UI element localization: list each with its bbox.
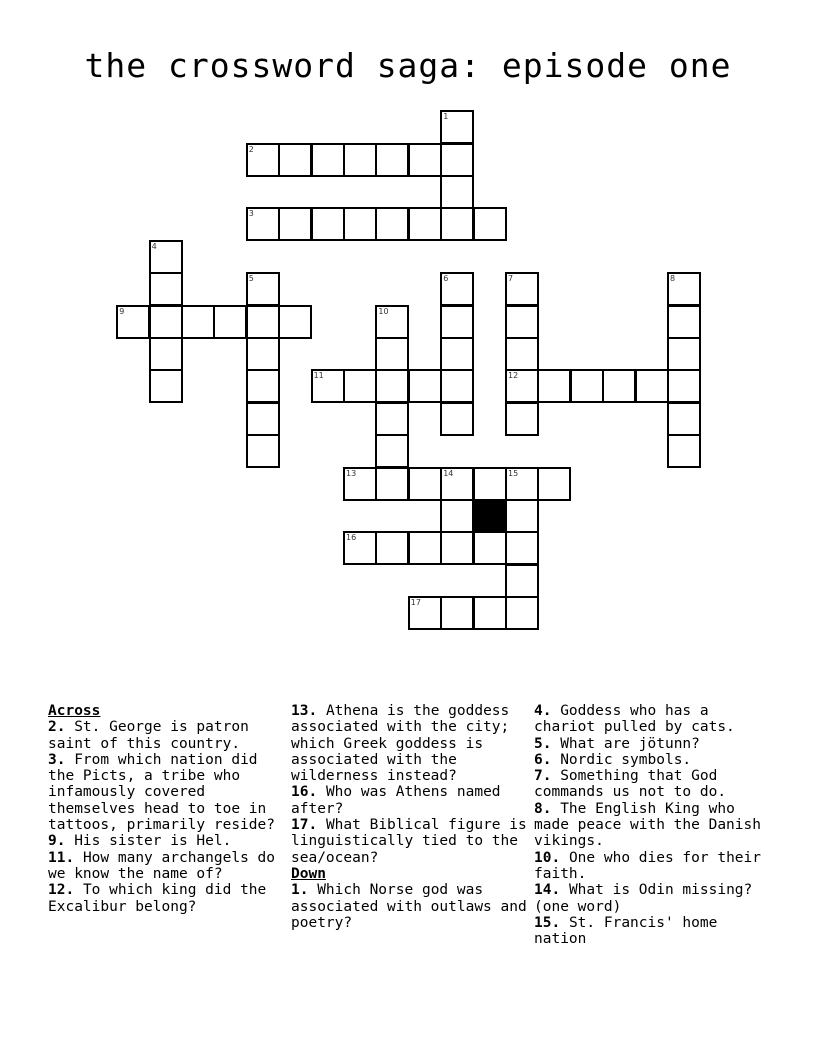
grid-cell[interactable] [440,402,474,436]
clue-item-text: Which Norse god was associated with outlaws and poetry? [291,882,527,931]
grid-cell[interactable] [408,531,442,565]
clue-number-label: 13 [346,468,357,478]
clue-item-text: One who dies for their faith. [534,849,761,882]
grid-cell[interactable] [505,305,539,339]
clue-number-label: 14 [443,468,454,478]
grid-cell[interactable] [440,337,474,371]
clue-item [534,703,774,736]
clue-number-label: 15 [508,468,519,478]
grid-cell[interactable] [375,402,409,436]
clue-item-number: 11. [48,849,75,866]
grid-cell[interactable] [343,143,377,177]
grid-cell[interactable] [667,369,701,403]
clue-column-2 [291,703,531,931]
clue-item-number: 15. [534,914,561,931]
clue-item-text: What Biblical figure is linguistically tied to the sea/ocean? [291,817,527,866]
clue-item-number: 8. [534,800,552,817]
clue-item-number: 4. [534,703,552,719]
grid-cell[interactable] [602,369,636,403]
grid-cell[interactable] [278,207,312,241]
clue-item [48,882,288,915]
grid-cell[interactable] [505,337,539,371]
clue-item-text: To which king did the Excalibur belong? [48,882,267,915]
clue-item-number: 13. [291,703,318,719]
clue-number-label: 7 [508,274,514,284]
clue-item [534,801,774,850]
grid-cell[interactable] [246,337,280,371]
grid-cell[interactable] [505,499,539,533]
clue-item-number: 9. [48,833,66,850]
clue-item-number: 1. [291,882,309,899]
grid-cell[interactable] [570,369,604,403]
grid-cell[interactable] [375,369,409,403]
clue-item-text: Who was Athens named after? [291,784,501,817]
clue-number-label: 4 [151,241,157,251]
clue-item [48,752,288,833]
clue-item-text: His sister is Hel. [74,833,232,850]
clue-number-label: 11 [313,371,324,381]
grid-cell[interactable] [149,337,183,371]
grid-cell[interactable] [408,143,442,177]
clue-item-number: 2. [48,719,66,736]
clue-column-3 [534,703,774,947]
grid-cell[interactable] [440,369,474,403]
grid-cell[interactable] [149,305,183,339]
clue-number-label: 6 [443,274,449,284]
clue-item-number: 14. [534,882,561,899]
grid-cell[interactable] [213,305,247,339]
clue-item-number: 7. [534,768,552,785]
down-heading: Down [291,865,326,882]
grid-cell[interactable] [343,207,377,241]
grid-cell[interactable] [440,531,474,565]
clue-item [291,882,531,931]
grid-cell[interactable] [311,143,345,177]
clue-number-label: 3 [248,209,254,219]
clue-item [534,752,774,768]
grid-cell[interactable] [505,402,539,436]
clue-column-1 [48,703,288,915]
clue-item [534,915,774,948]
clue-number-label: 17 [410,598,421,608]
grid-cell[interactable] [408,369,442,403]
grid-cell[interactable] [375,337,409,371]
clue-item-text: Nordic symbols. [560,751,692,768]
grid-cell[interactable] [440,207,474,241]
grid-cell[interactable] [246,305,280,339]
grid-cell[interactable] [246,434,280,468]
clue-number-label: 10 [378,306,389,316]
clue-number-label: 2 [248,144,254,154]
clue-number-label: 1 [443,112,449,122]
clue-item-text: Something that God commands us not to do. [534,768,727,801]
clue-item-number: 5. [534,735,552,752]
clue-item-text: How many archangels do we know the name of? [48,849,275,882]
grid-cell[interactable] [635,369,669,403]
grid-cell[interactable] [149,272,183,306]
grid-cell[interactable] [473,207,507,241]
clue-item [291,817,531,866]
clue-item [534,768,774,801]
clue-number-label: 8 [670,274,676,284]
clue-item-number: 17. [291,817,318,834]
grid-cell[interactable] [246,402,280,436]
grid-cell[interactable] [537,467,571,501]
grid-cell[interactable] [440,596,474,630]
across-heading: Across [48,703,101,719]
clue-item [534,850,774,883]
clue-item [534,736,774,752]
clue-item-text: St. George is patron saint of this country. [48,719,249,752]
clue-item [534,882,774,915]
grid-cell[interactable] [505,564,539,598]
grid-cell[interactable] [375,434,409,468]
grid-cell[interactable] [505,596,539,630]
clue-item-number: 3. [48,751,66,768]
clue-item-number: 12. [48,882,75,899]
clue-number-label: 5 [248,274,254,284]
grid-cell[interactable] [473,531,507,565]
grid-cell[interactable] [278,143,312,177]
clue-item-text: What are jötunn? [560,735,700,752]
clue-item-number: 10. [534,849,561,866]
grid-cell[interactable] [375,531,409,565]
grid-cell[interactable] [667,305,701,339]
grid-cell[interactable] [246,369,280,403]
clue-item [48,850,288,883]
grid-cell[interactable] [278,305,312,339]
grid-cell[interactable] [375,143,409,177]
grid-cell[interactable] [311,207,345,241]
grid-cell[interactable] [181,305,215,339]
clue-number-label: 9 [119,306,125,316]
clue-item-text: The English King who made peace with the Danish vikings. [534,800,761,850]
grid-cell[interactable] [375,207,409,241]
clue-item-number: 16. [291,784,318,801]
clue-number-label: 16 [346,533,357,543]
grid-cell[interactable] [375,467,409,501]
grid-cell[interactable] [667,402,701,436]
clue-item-text: St. Francis' home nation [534,914,718,948]
grid-cell[interactable] [343,369,377,403]
grid-cell[interactable] [408,467,442,501]
clue-item [48,719,288,752]
grid-cell[interactable] [505,531,539,565]
clue-item-text: From which nation did the Picts, a tribe who infamously covered themselves head to toe in tattoos, primarily reside? [48,751,275,834]
clue-number-label: 12 [508,371,519,381]
page-title: the crossword saga: episode one [84,46,732,85]
clue-item-text: Athena is the goddess associated with the city; which Greek goddess is associated with the wilderness instead? [291,703,510,785]
clue-item [291,703,531,784]
grid-cell[interactable] [667,434,701,468]
clue-item-text: What is Odin missing? (one word) [534,882,753,915]
grid-cell[interactable] [440,499,474,533]
grid-cell[interactable] [537,369,571,403]
grid-cell[interactable] [440,305,474,339]
grid-cell[interactable] [408,207,442,241]
grid-cell[interactable] [440,175,474,209]
clue-item-text: Goddess who has a chariot pulled by cats. [534,703,735,736]
grid-cell[interactable] [149,369,183,403]
grid-cell[interactable] [473,467,507,501]
clue-item [48,833,288,849]
grid-block-cell [473,499,507,533]
clue-item [291,784,531,817]
clue-item-number: 6. [534,751,552,768]
grid-cell[interactable] [667,337,701,371]
grid-cell[interactable] [440,143,474,177]
grid-cell[interactable] [473,596,507,630]
